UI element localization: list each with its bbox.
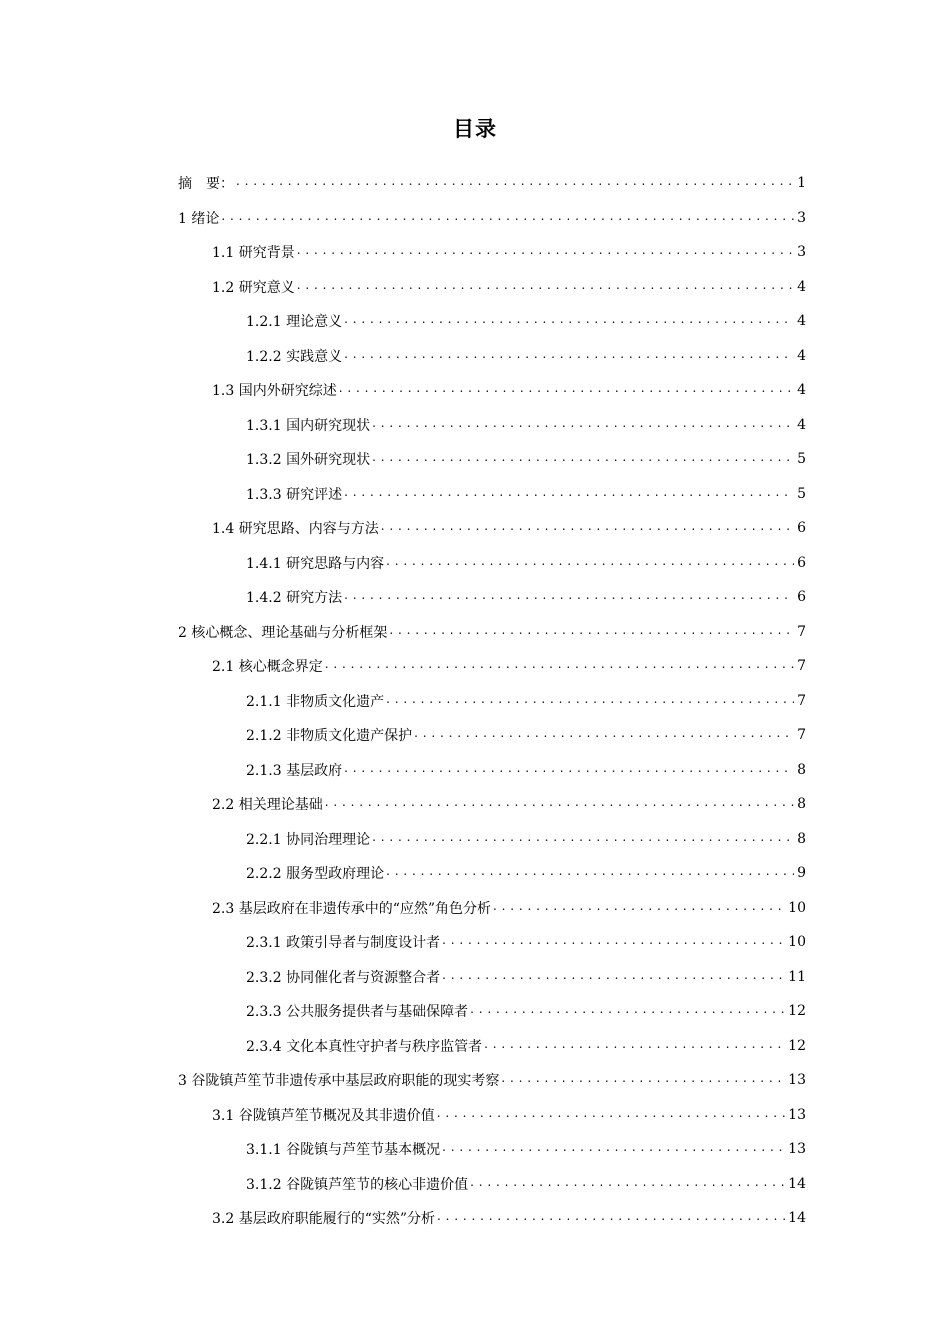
toc-entry[interactable] [212,373,806,407]
toc-entry[interactable] [246,580,806,614]
toc-entry[interactable] [246,546,806,580]
toc-entry[interactable] [212,891,806,925]
toc-dot-leader [437,1098,786,1132]
toc-entry[interactable] [246,1029,806,1063]
toc-dot-leader [386,856,794,890]
toc-entry[interactable] [178,201,806,235]
toc-dot-leader [484,1029,786,1063]
toc-dot-leader [470,1167,786,1201]
toc-entry[interactable] [246,304,806,338]
toc-entry[interactable] [246,442,806,476]
toc-dot-leader [501,1063,786,1097]
toc-entry-label: 3.1.1 谷陇镇与芦笙节基本概况 [246,1142,441,1158]
toc-entry-page-number: 4 [797,347,806,364]
toc-entry-label: 1.3.3 研究评述 [246,486,343,503]
toc-entry-page-number: 11 [788,968,806,985]
toc-entry[interactable] [212,787,806,821]
toc-dot-leader [414,718,794,752]
toc-entry[interactable] [246,684,806,718]
toc-entry-page-number: 3 [797,244,806,260]
toc-entry-page-number: 10 [788,934,806,950]
toc-entry-label: 1.1 研究背景 [212,245,295,261]
toc-entry[interactable] [246,1167,806,1201]
toc-dot-leader [442,960,786,994]
toc-entry-label: 1.2.1 理论意义 [246,314,343,330]
toc-entry-label: 1.2.2 实践意义 [246,348,343,365]
toc-entry-label: 2.1 核心概念界定 [212,659,323,675]
toc-entry-page-number: 4 [797,313,806,329]
toc-dot-leader [344,304,794,338]
toc-entry-page-number: 6 [797,589,806,605]
toc-entry-label: 2.2.1 协同治理理论 [246,831,371,848]
toc-dot-leader [470,994,786,1028]
toc-entry-label: 2.1.3 基层政府 [246,762,343,779]
toc-entry-label: 2.3 基层政府在非遗传承中的“应然”角色分析 [212,900,492,917]
toc-entry-page-number: 13 [788,1141,806,1157]
toc-entry-page-number: 12 [788,1003,806,1019]
toc-entry-page-number: 7 [797,727,806,743]
toc-entry[interactable] [246,925,806,959]
toc-entry-page-number: 4 [797,278,806,295]
toc-entry-label: 2.1.2 非物质文化遗产保护 [246,728,413,744]
toc-entry-label: 1.3.2 国外研究现状 [246,452,371,468]
toc-entry-label: 2.1.1 非物质文化遗产 [246,693,385,710]
toc-dot-leader [372,408,794,442]
toc-entry-page-number: 13 [788,1072,806,1088]
toc-dot-leader [297,270,794,304]
toc-entry-page-number: 14 [788,1210,806,1226]
toc-entry-page-number: 8 [797,761,806,778]
toc-entry-label: 1 绪论 [178,210,220,227]
toc-entry-label: 2.3.3 公共服务提供者与基础保障者 [246,1004,469,1020]
toc-dot-leader [386,546,794,580]
toc-dot-leader [221,201,794,235]
toc-entry[interactable] [246,856,806,890]
page-title: 目录 [453,117,497,141]
toc-entry[interactable] [246,1132,806,1166]
toc-entry-page-number: 12 [788,1037,806,1054]
toc-entry[interactable] [212,235,806,269]
toc-entry-label: 1.4.2 研究方法 [246,590,343,606]
toc-entry-page-number: 14 [788,1175,806,1192]
toc-entry-page-number: 9 [797,865,806,881]
toc-entry-page-number: 3 [797,209,806,226]
toc-entry-page-number: 1 [797,175,806,191]
toc-entry-label: 3.2 基层政府职能履行的“实然”分析 [212,1211,436,1227]
toc-entry[interactable] [178,166,806,200]
toc-dot-leader [325,787,794,821]
toc-entry-label: 3 谷陇镇芦笙节非遗传承中基层政府职能的现实考察 [178,1073,500,1089]
toc-entry-label: 1.2 研究意义 [212,279,295,296]
toc-entry-page-number: 8 [797,830,806,847]
toc-entry-label: 1.4 研究思路、内容与方法 [212,521,379,537]
toc-entry-page-number: 7 [797,658,806,674]
toc-entry[interactable] [246,753,806,787]
toc-entry[interactable] [246,822,806,856]
toc-dot-leader [325,649,794,683]
toc-dot-leader [386,684,794,718]
toc-entry-label: 3.1.2 谷陇镇芦笙节的核心非遗价值 [246,1176,469,1193]
toc-dot-leader [344,580,794,614]
toc-entry[interactable] [212,511,806,545]
toc-entry-page-number: 4 [797,416,806,433]
toc-dot-leader [381,511,794,545]
toc-entry[interactable] [246,339,806,373]
toc-entry-label: 1.3.1 国内研究现状 [246,417,371,434]
toc-dot-leader [344,477,794,511]
toc-dot-leader [372,442,794,476]
toc-dot-leader [437,1201,786,1235]
toc-entry[interactable] [246,960,806,994]
toc-dot-leader [389,615,794,649]
toc-entry-label: 2.3.1 政策引导者与制度设计者 [246,935,441,951]
toc-dot-leader [297,235,794,269]
toc-entry-page-number: 8 [797,796,806,812]
toc-entry[interactable] [212,1098,806,1132]
toc-entry-page-number: 7 [797,623,806,640]
toc-dot-leader [236,166,794,200]
toc-entry-page-number: 5 [797,451,806,467]
toc-entry-label: 摘 要： [178,176,234,192]
toc-entry[interactable] [246,718,806,752]
toc-entry-page-number: 5 [797,485,806,502]
toc-entry-page-number: 10 [788,899,806,916]
toc-entry-label: 3.1 谷陇镇芦笙节概况及其非遗价值 [212,1107,435,1124]
toc-entry-label: 1.4.1 研究思路与内容 [246,555,385,572]
toc-entry-label: 1.3 国内外研究综述 [212,383,337,399]
toc-entry[interactable] [246,994,806,1028]
toc-dot-leader [442,1132,786,1166]
toc-entry[interactable] [212,1201,806,1235]
toc-entry[interactable] [212,270,806,304]
toc-entry-label: 2.2.2 服务型政府理论 [246,866,385,882]
toc-entry-page-number: 4 [797,382,806,398]
toc-entry[interactable] [246,477,806,511]
toc-dot-leader [339,373,794,407]
toc-entry-page-number: 13 [788,1106,806,1123]
toc-entry-page-number: 7 [797,692,806,709]
toc-entry-page-number: 6 [797,520,806,536]
toc-entry[interactable] [212,649,806,683]
toc-entry-label: 2 核心概念、理论基础与分析框架 [178,624,388,641]
toc-dot-leader [344,753,794,787]
toc-entry-label: 2.2 相关理论基础 [212,797,323,813]
toc-dot-leader [442,925,786,959]
toc-entry[interactable] [246,408,806,442]
toc-entry-label: 2.3.2 协同催化者与资源整合者 [246,969,441,986]
toc-entry-page-number: 6 [797,554,806,571]
toc-entry[interactable] [178,1063,806,1097]
toc-entry[interactable] [178,615,806,649]
toc-dot-leader [493,891,786,925]
toc-dot-leader [372,822,794,856]
toc-dot-leader [344,339,794,373]
toc-entry-label: 2.3.4 文化本真性守护者与秩序监管者 [246,1038,483,1055]
